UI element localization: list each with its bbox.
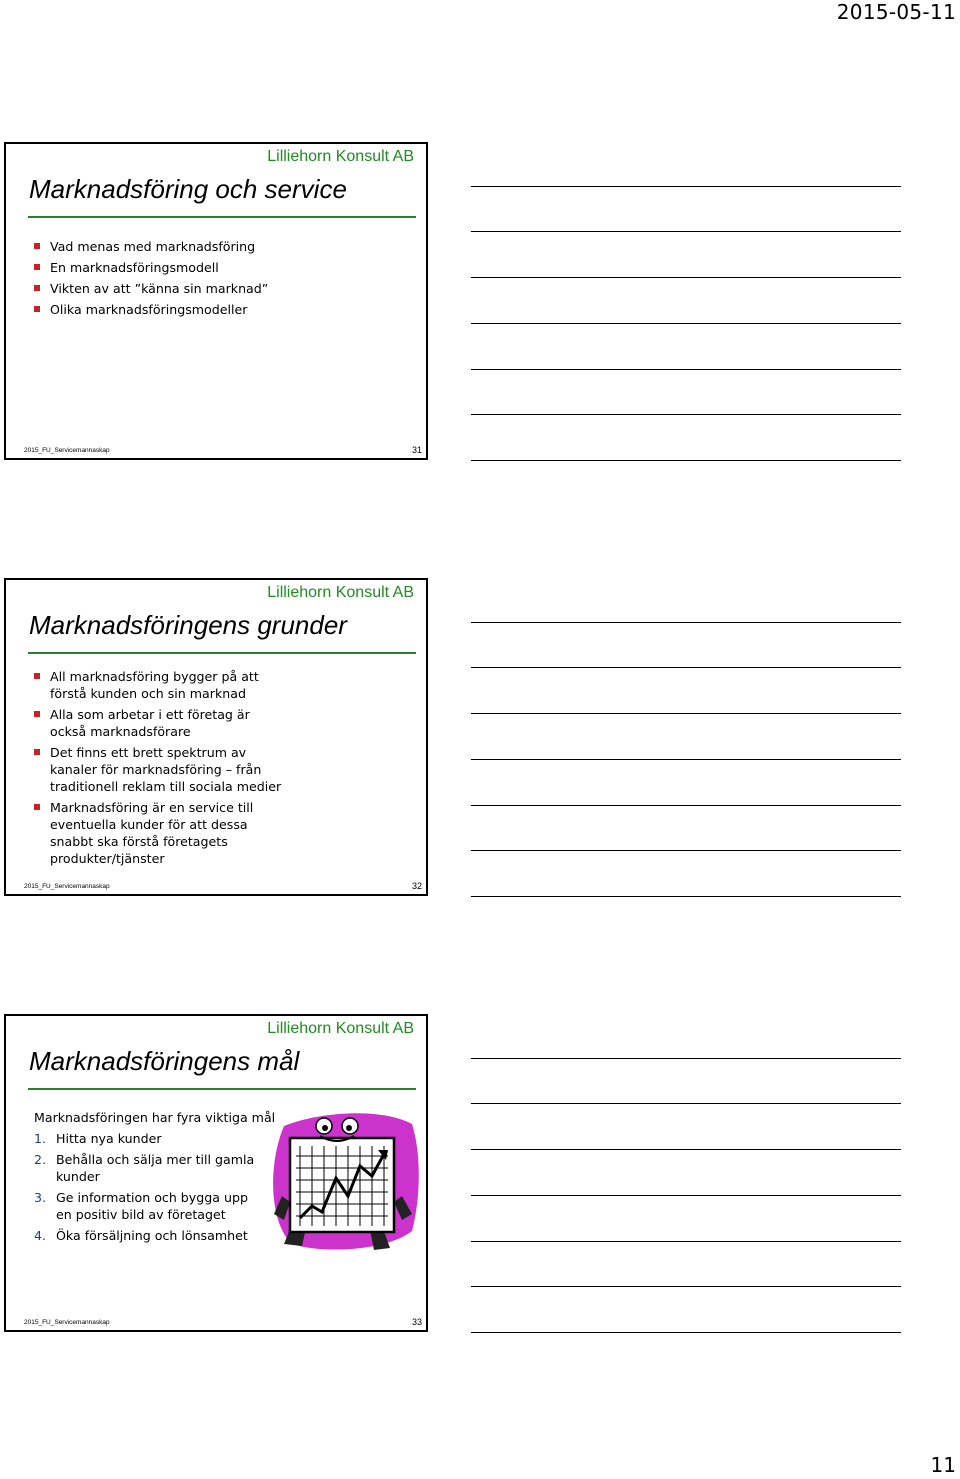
goal-item: 2. Behålla och sälja mer till gamla kunder [34,1152,255,1184]
bullet-item: Vad menas med marknadsföring [32,238,412,255]
title-divider [28,652,416,654]
slide-number: 33 [411,1317,422,1327]
bullet-item: En marknadsföringsmodell [32,259,412,276]
goal-item: 1. Hitta nya kunder [34,1131,162,1146]
company-name: Lilliehorn Konsult AB [267,1020,414,1037]
title-divider [28,1088,416,1090]
bullet-item: Marknadsföring är en service till eventuella kunder för att dessa snabbt ska förstå företagets produkter/tjänster [32,799,282,867]
bullet-square-icon [34,306,40,312]
slide-31 [4,142,428,460]
bullet-square-icon [34,804,40,810]
bullet-square-icon [34,243,40,249]
smiling-chart-clipart-icon [262,1106,422,1256]
goal-item: 3. Ge information och bygga upp en positiv bild av företaget [34,1190,248,1222]
goal-item: 4. Öka försäljning och lönsamhet [34,1228,248,1243]
bullet-square-icon [34,264,40,270]
bullet-item: All marknadsföring bygger på att förstå kunden och sin marknad [32,668,282,702]
slide-number: 31 [411,445,422,455]
goals-intro: Marknadsföringen har fyra viktiga mål [34,1110,276,1125]
title-divider [28,216,416,218]
bullet-list [32,668,282,871]
bullet-item: Det finns ett brett spektrum av kanaler för marknadsföring – från traditionell reklam till sociala medier [32,744,282,795]
bullet-square-icon [34,711,40,717]
bullet-square-icon [34,749,40,755]
slide-footer: 2015_FU_Servicemannaskap [24,1319,110,1326]
company-name: Lilliehorn Konsult AB [267,148,414,165]
slide-33 [4,1014,428,1332]
slide-title: Marknadsföring och service [29,174,347,204]
bullet-item: Vikten av att ”känna sin marknad” [32,280,412,297]
bullet-item: Olika marknadsföringsmodeller [32,301,412,318]
page-date: 2015-05-11 [836,0,956,24]
slide-32 [4,578,428,896]
bullet-square-icon [34,285,40,291]
company-name: Lilliehorn Konsult AB [267,584,414,601]
bullet-item: Alla som arbetar i ett företag är också marknadsförare [32,706,282,740]
bullet-square-icon [34,673,40,679]
slide-number: 32 [411,881,422,891]
slide-footer: 2015_FU_Servicemannaskap [24,447,110,454]
goals-list [34,1109,275,1248]
page-number: 11 [930,1453,956,1477]
slide-footer: 2015_FU_Servicemannaskap [24,883,110,890]
bullet-list [32,238,412,322]
slide-title: Marknadsföringens grunder [29,610,347,640]
slide-title: Marknadsföringens mål [29,1046,300,1076]
